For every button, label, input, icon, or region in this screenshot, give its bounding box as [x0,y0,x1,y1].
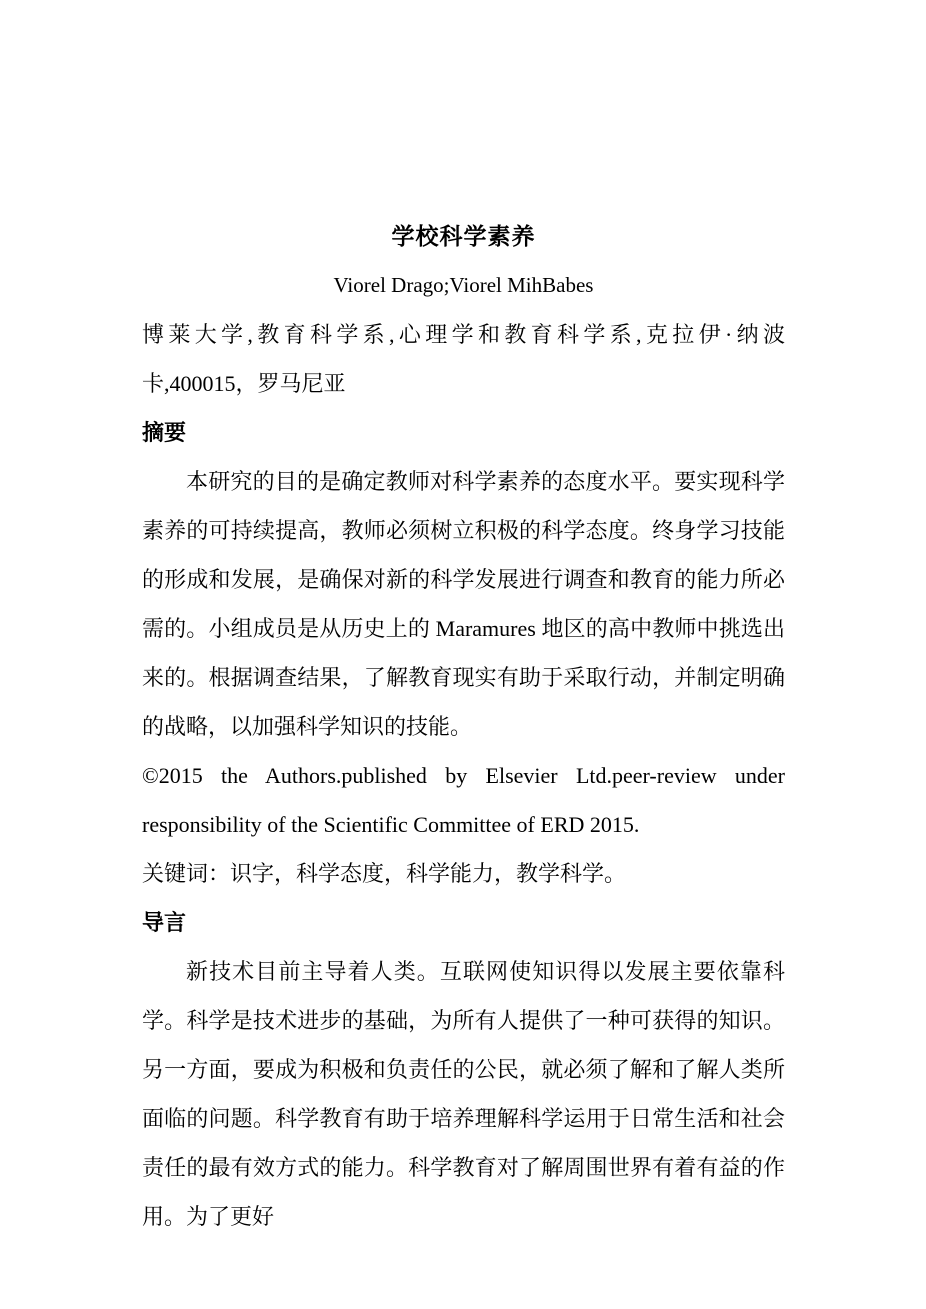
introduction-paragraph: 新技术目前主导着人类。互联网使知识得以发展主要依靠科学。科学是技术进步的基础，为所有人提供了一种可获得的知识。另一方面，要成为积极和负责任的公民，就必须了解和了解人类所面临的问题。科学教育有助于培养理解科学运用于日常生活和社会责任的最有效方式的能力。科学教育对了解周围世界有着有益的作用。为了更好 [142,959,785,1229]
keywords-line: 关键词：识字，科学态度，科学能力，教学科学。 [142,861,627,886]
copyright-line: ©2015 the Authors.published by Elsevier Ltd.peer-review under responsibility of the Scientific Committee of ERD 2015. [142,763,785,837]
section-heading-abstract: 摘要 [142,420,187,445]
document-title: 学校科学素养 [391,224,536,249]
abstract-paragraph: 本研究的目的是确定教师对科学素养的态度水平。要实现科学素养的可持续提高，教师必须树立积极的科学态度。终身学习技能的形成和发展，是确保对新的科学发展进行调查和教育的能力所必需的。小组成员是从历史上的 Maramures 地区的高中教师中挑选出来的。根据调查结果，了解教育现实有助于采取行动，并制定明确的战略，以加强科学知识的技能。 [142,469,785,739]
authors-line: Viorel Drago;Viorel MihBabes [333,273,594,297]
section-heading-introduction: 导言 [142,910,187,935]
affiliation-line: 博莱大学,教育科学系,心理学和教育科学系,克拉伊·纳波卡,400015，罗马尼亚 [142,322,785,396]
